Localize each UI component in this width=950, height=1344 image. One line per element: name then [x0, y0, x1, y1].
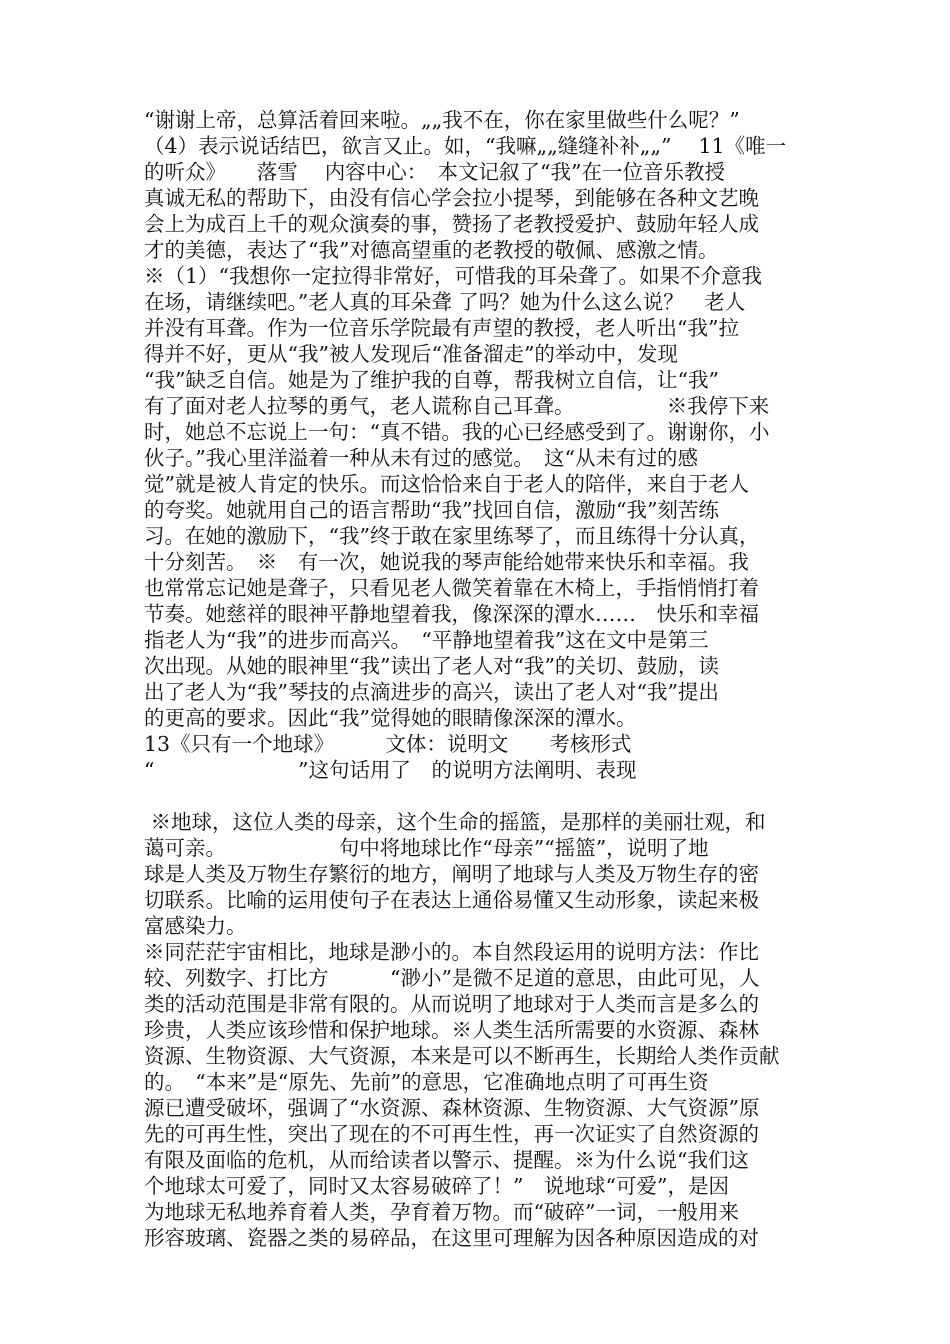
text-line-35: 类的活动范围是非常有限的。从而说明了地球对于人类而言是多么的: [144, 992, 759, 1016]
text-line-37: 资源、生物资源、大气资源，本来是可以不断再生，长期给人类作贡献: [144, 1044, 780, 1068]
text-line-9: 并没有耳聋。作为一位音乐学院最有声望的教授，老人听出“我”拉: [144, 316, 739, 340]
text-line-23: 出了老人为“我”琴技的点滴进步的高兴，读出了老人对“我”提出: [144, 680, 719, 704]
text-line-18: 十分刻苦。 ※ 有一次，她说我的琴声能给她带来快乐和幸福。我: [144, 550, 749, 574]
text-line-21: 指老人为“我”的进步而高兴。 “平静地望着我”这在文中是第三: [144, 628, 709, 652]
text-line-32: 富感染力。: [144, 914, 247, 938]
text-line-41: 有限及面临的危机，从而给读者以警示、提醒。※为什么说“我们这: [144, 1148, 749, 1172]
text-line-13: 时，她总不忘说上一句：“真不错。我的心已经感受到了。谢谢你，小: [144, 420, 770, 444]
text-line-11: “我”缺乏自信。她是为了维护我的自尊，帮我树立自信，让“我”: [144, 368, 719, 392]
text-line-24: 的更高的要求。因此“我”觉得她的眼睛像深深的潭水。: [144, 706, 637, 730]
text-line-39: 源已遭受破坏，强调了“水资源、森林资源、生物资源、大气资源”原: [144, 1096, 760, 1120]
text-line-7: ※（1）“我想你一定拉得非常好，可惜我的耳朵聋了。如果不介意我: [144, 264, 763, 288]
text-line-25: 13《只有一个地球》 文体：说明文 考核形式: [144, 732, 632, 756]
text-line-31: 切联系。比喻的运用使句子在表达上通俗易懂又生动形象，读起来极: [144, 888, 759, 912]
text-line-33: ※同茫茫宇宙相比，地球是渺小的。本自然段运用的说明方法：作比: [144, 940, 759, 964]
text-line-28: ※地球，这位人类的母亲，这个生命的摇篮，是那样的美丽壮观，和: [144, 810, 766, 834]
text-line-1: “谢谢上帝，总算活着回来啦。„„我不在，你在家里做些什么呢？”: [144, 108, 740, 132]
text-line-10: 得并不好，更从“我”被人发现后“准备溜走”的举动中，发现: [144, 342, 678, 366]
text-line-34: 较、列数字、打比方 “渺小”是微不足道的意思，由此可见，人: [144, 966, 760, 990]
text-line-43: 为地球无私地养育着人类，孕育着万物。而“破碎”一词，一般用来: [144, 1200, 739, 1224]
text-line-6: 才的美德，表达了“我”对德高望重的老教授的敬佩、感激之情。: [144, 238, 719, 262]
text-line-14: 伙子。”我心里洋溢着一种从未有过的感觉。 这“从未有过的感: [144, 446, 698, 470]
text-line-3: 的听众》 落雪 内容中心： 本文记叙了“我”在一位音乐教授: [144, 160, 725, 184]
text-line-42: 个地球太可爱了，同时又太容易破碎了！” 说地球“可爱”，是因: [144, 1174, 729, 1198]
text-line-12: 有了面对老人拉琴的勇气，老人谎称自己耳聋。 ※我停下来: [144, 394, 770, 418]
text-line-5: 会上为成百上千的观众演奏的事，赞扬了老教授爱护、鼓励年轻人成: [144, 212, 759, 236]
text-line-44: 形容玻璃、瓷器之类的易碎品，在这里可理解为因各种原因造成的对: [144, 1226, 759, 1250]
text-line-26: “ ”这句话用了 的说明方法阐明、表现: [144, 758, 637, 782]
text-line-2: （4）表示说话结巴，欲言又止。如，“我嘛„„缝缝补补„„” 11《唯一: [144, 134, 787, 158]
text-line-19: 也常常忘记她是聋子，只看见老人微笑着靠在木椅上，手指悄悄打着: [144, 576, 759, 600]
text-line-4: 真诚无私的帮助下，由没有信心学会拉小提琴，到能够在各种文艺晚: [144, 186, 759, 210]
text-line-8: 在场，请继续吧。”老人真的耳朵聋 了吗？她为什么这么说？ 老人: [144, 290, 746, 314]
text-line-30: 球是人类及万物生存繁衍的地方，阐明了地球与人类及万物生存的密: [144, 862, 759, 886]
text-line-29: 蔼可亲。 句中将地球比作“母亲”“摇篮”，说明了地: [144, 836, 709, 860]
text-line-16: 的夸奖。她就用自己的语言帮助“我”找回自信，激励“我”刻苦练: [144, 498, 719, 522]
text-line-36: 珍贵，人类应该珍惜和保护地球。※人类生活所需要的水资源、森林: [144, 1018, 759, 1042]
text-line-40: 先的可再生性，突出了现在的不可再生性，再一次证实了自然资源的: [144, 1122, 759, 1146]
text-line-17: 习。在她的激励下，“我”终于敢在家里练琴了，而且练得十分认真，: [144, 524, 760, 548]
text-line-22: 次出现。从她的眼神里“我”读出了老人对“我”的关切、鼓励，读: [144, 654, 719, 678]
text-line-38: 的。 “本来”是“原先、先前”的意思，它准确地点明了可再生资: [144, 1070, 709, 1094]
text-line-20: 节奏。她慈祥的眼神平静地望着我，像深深的潭水…… 快乐和幸福: [144, 602, 759, 626]
text-line-15: 觉”就是被人肯定的快乐。而这恰恰来自于老人的陪伴，来自于老人: [144, 472, 749, 496]
